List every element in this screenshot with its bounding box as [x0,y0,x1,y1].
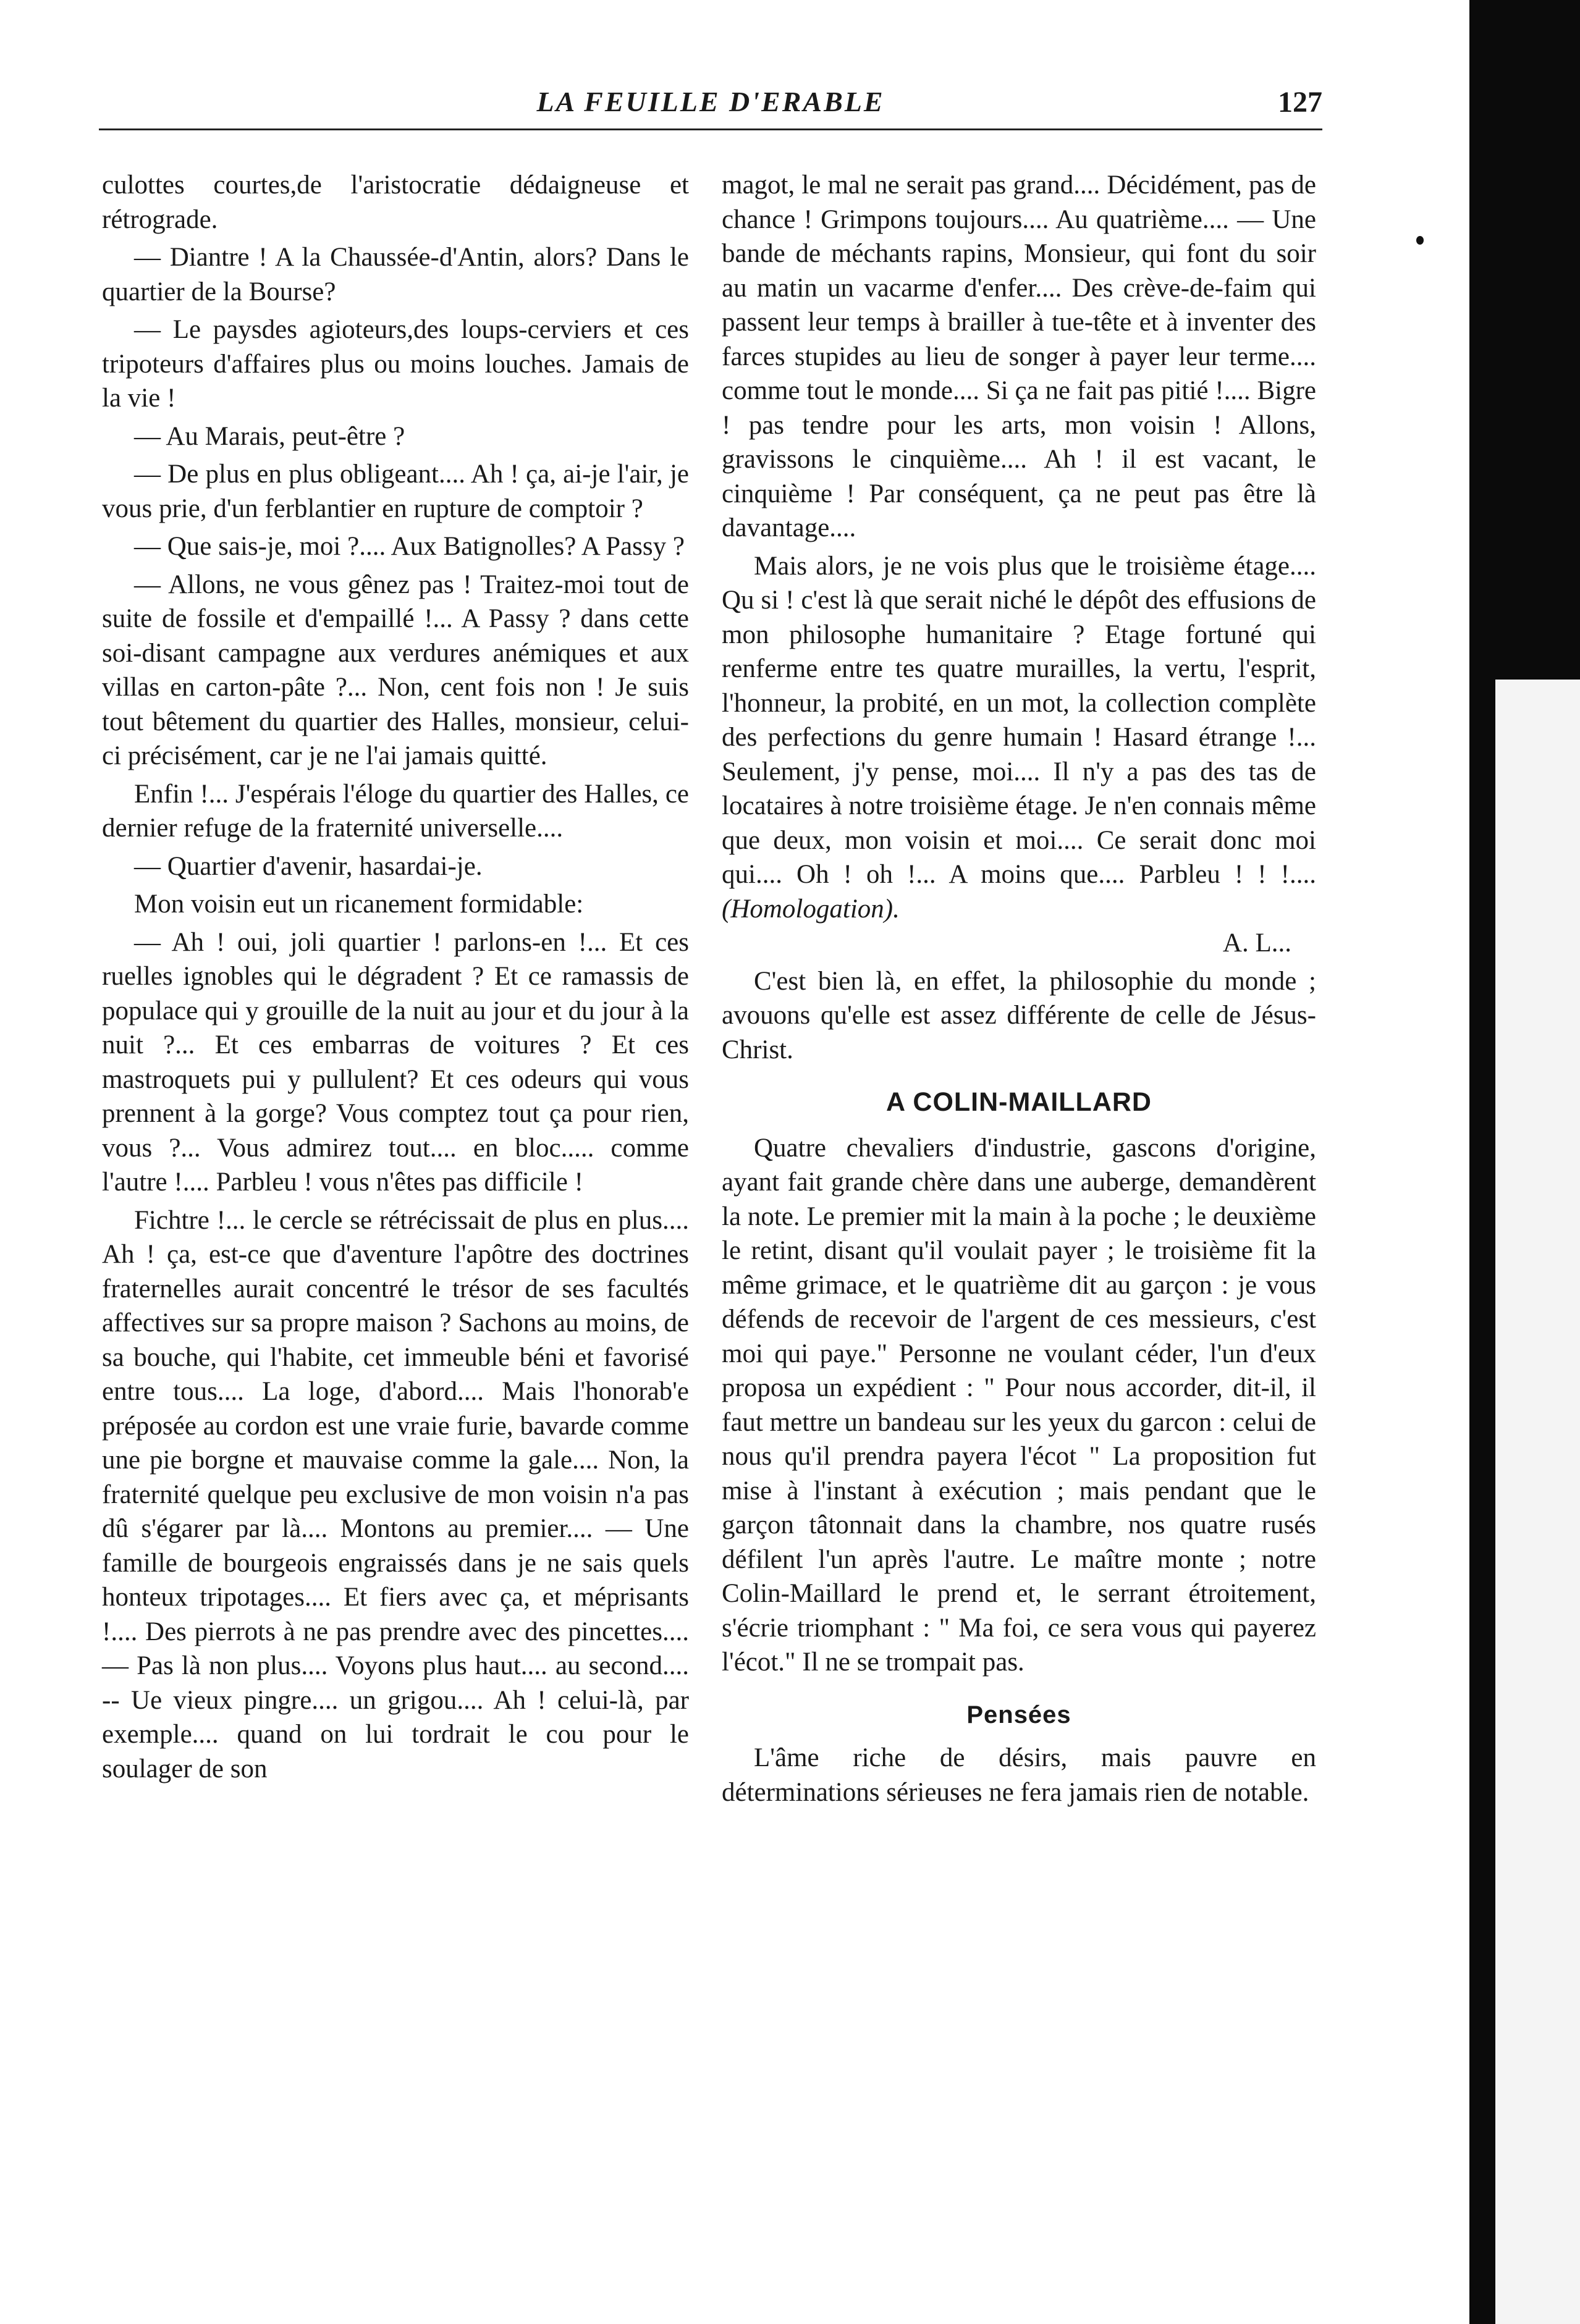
paragraph: — Quartier d'avenir, hasardai-je. [134,851,483,881]
paragraph: — Le paysdes agioteurs,des loups-cerviers et ces tripoteurs d'affaires plus ou moins louches. Jamais de la vie ! [102,315,689,413]
author-signature: A. L... [1222,928,1291,958]
source-citation: (Homologation). [722,894,900,924]
section-heading: Pensées [966,1701,1071,1728]
page-number: 127 [1278,86,1322,119]
ink-speck [1416,236,1424,245]
paragraph: — Diantre ! A la Chaussée-d'Antin, alors? Dans le quartier de la Bourse? [102,243,689,306]
left-column [102,168,689,1790]
paragraph: — Ah ! oui, joli quartier ! parlons-en !... Et ces ruelles ignobles qui le dégradent ? Et ce ramassis de populace qui y grouille de la nuit au jour et du jour à la nuit ?... Et ces embarras de voitures ? Et ces mastroquets pui y pullulent? Et ces odeurs qui vous prennent à la gorge? Vous comptez tout ça pour rien, vous ?... Vous admirez tout.... en bloc..... comme l'autre !.... Parbleu ! vous n'êtes pas difficile ! [102,927,689,1197]
paragraph: magot, le mal ne serait pas grand.... Décidément, pas de chance ! Grimpons toujours.... Au quatrième.... — Une bande de méchants rapins, Monsieur, qui font du soir au matin un vacarme d'enfer.... Des crève-de-faim qui passent leur temps à brailler à tue-tête et à inventer des farces stupides au lieu de songer à payer leur terme.... comme tout le monde.... Si ça ne fait pas pitié !.... Bigre ! pas tendre pour les arts, mon voisin ! Allons, gravissons le cinquième.... Ah ! il est vacant, le cinquième ! Par conséquent, ça ne peut pas être là davantage.... [722,171,1316,542]
header-rule [99,128,1322,130]
paragraph: culottes courtes,de l'aristocratie dédaigneuse et rétrograde. [102,171,689,234]
paragraph: — Au Marais, peut-être ? [134,421,405,451]
paragraph: Quatre chevaliers d'industrie, gascons d'origine, ayant fait grande chère dans une auberge, demandèrent la note. Le premier mit la main à la poche ; le deuxième le retint, disant qu'il voulait payer ; le troisième fit la même grimace, et le quatrième dit au garçon : je vous défends de recevoir de l'argent de ces messieurs, c'est moi qui paye." Personne ne voulant céder, l'un d'eux proposa un expédient : " Pour nous accorder, dit-il, il faut mettre un bandeau sur les yeux du garcon : celui de nous qu'il prendra payera l'écot " La proposition fut mise à l'instant à exécution ; mais pendant que le garçon tâtonnait dans la chambre, nos quatre rusés défilent l'un après l'autre. Le maître monte ; notre Colin-Maillard le prend et, le serrant étroitement, s'écrie triomphant : " Ma foi, ce sera vous qui payerez l'écot." Il ne se trompait pas. [722,1133,1316,1677]
paragraph: Mon voisin eut un ricanement formidable: [134,890,584,919]
paragraph: — Allons, ne vous gênez pas ! Traitez-moi tout de suite de fossile et d'empaillé !... A Passy ? dans cette soi-disant campagne aux verdures anémiques et aux villas en carton-pâte ?... Non, cent fois non ! Je suis tout bêtement du quartier des Halles, monsieur, celui-ci précisément, car je ne l'ai jamais quitté. [102,570,689,770]
running-title: LA FEUILLE D'ERABLE [536,86,885,117]
paragraph: — Que sais-je, moi ?.... Aux Batignolles? A Passy ? [134,532,685,561]
scan-light-edge [1495,680,1580,2324]
paragraph: Fichtre !... le cercle se rétrécissait de plus en plus.... Ah ! ça, est-ce que d'aventure l'apôtre des doctrines fraternelles aurait concentré le trésor de ses facultés affectives sur sa propre maison ? Sachons au moins, de sa bouche, qui l'habite, cet immeuble béni et favorisé entre tous.... La loge, d'abord.... Mais l'honorab'e préposée au cordon est une vraie furie, bavarde comme une pie borgne et mauvaise comme la gale.... Non, la fraternité quelque peu exclusive de mon voisin n'a pas dû s'égarer par là.... Montons au premier.... — Une famille de bourgeois engraissés dans je ne sais quels honteux tripotages.... Et fiers avec ça, et méprisants !.... Des pierrots à ne pas prendre avec des pincettes.... — Pas là non plus.... Voyons plus haut.... au second.... -- Ue vieux pingre.... un grigou.... Ah ! celui-là, par exemple.... quand on lui tordrait le cou pour le soulager de son [102,1205,689,1783]
paragraph: L'âme riche de désirs, mais pauvre en déterminations sérieuses ne fera jamais rien de notable. [722,1743,1316,1807]
right-column [722,168,1316,1813]
paragraph-text: Mais alors, je ne vois plus que le troisième étage.... Qu si ! c'est là que serait niché le dépôt des effusions de mon philosophe humanitaire ? Etage fortuné qui renferme entre tes quatre murailles, la vertu, l'esprit, l'honneur, la probité, en un mot, la collection complète des perfections du genre humain ! Hasard étrange !... Seulement, j'y pense, moi.... Il n'y a pas des tas de locataires à notre troisième étage. Je n'en connais même que deux, mon voisin et moi.... Ce serait donc moi qui.... Oh ! oh !... A moins que.... Parbleu ! ! !.... [722,551,1316,889]
page-header [99,85,1322,135]
section-heading: A COLIN-MAILLARD [885,1087,1152,1117]
paragraph: C'est bien là, en effet, la philosophie du monde ; avouons qu'elle est assez différente de celle de Jésus-Christ. [722,966,1316,1064]
paragraph: Enfin !... J'espérais l'éloge du quartier des Halles, ce dernier refuge de la fraternité universelle.... [102,779,689,843]
paragraph [722,549,1316,927]
paragraph: — De plus en plus obligeant.... Ah ! ça, ai-je l'air, je vous prie, d'un ferblantier en rupture de comptoir ? [102,460,689,523]
